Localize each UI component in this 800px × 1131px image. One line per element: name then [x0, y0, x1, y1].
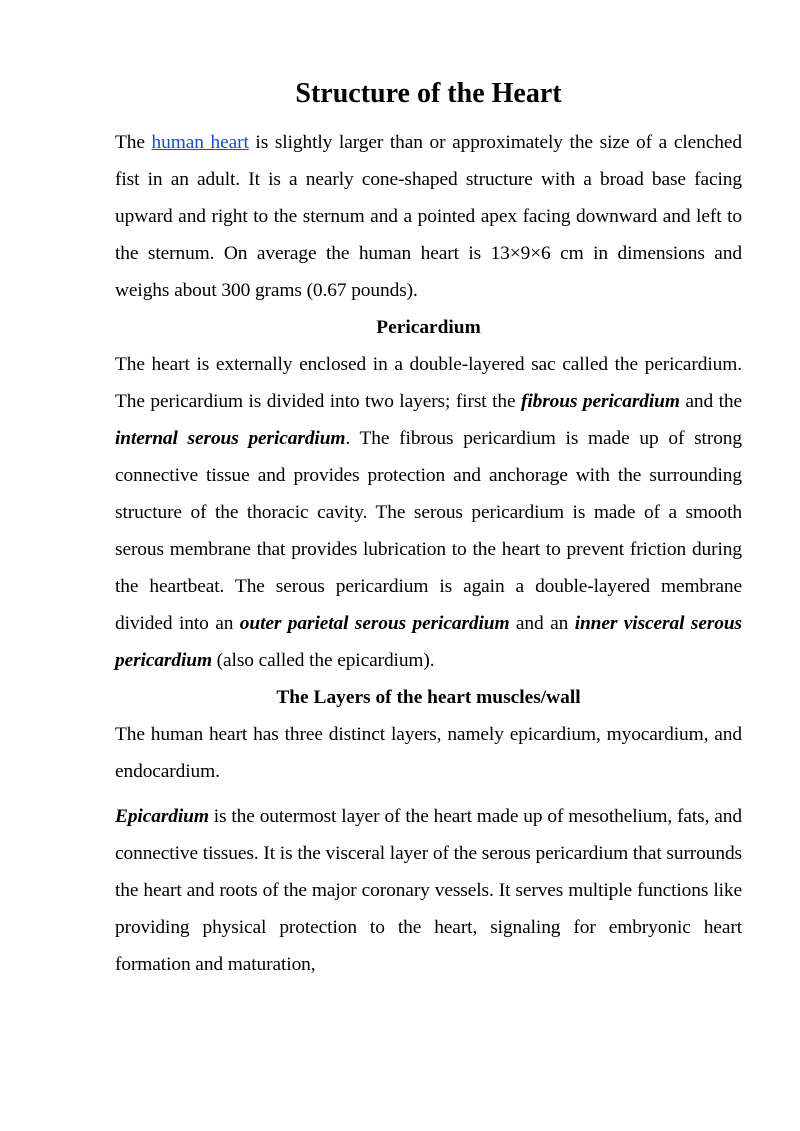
human-heart-link[interactable]: human heart	[151, 132, 249, 153]
epicardium-term: Epicardium	[115, 806, 209, 827]
outer-parietal-term: outer parietal serous pericardium	[239, 613, 510, 634]
pericardium-text-3: . The fibrous pericardium is made up of strong connective tissue and provides protection and anchorage with the surrounding structure of the thoracic cavity. The serous pericardium is made of a smooth serous membrane that provides lubrication to the heart to prevent friction during the heartbeat. The serous pericardium is again a double-layered membrane divided into an	[115, 428, 742, 634]
intro-paragraph	[115, 124, 742, 309]
epicardium-text: is the outermost layer of the heart made up of mesothelium, fats, and connective tissues. It is the visceral layer of the serous pericardium that surrounds the heart and roots of the major coronary vessels. It serves multiple functions like providing physical protection to the heart, signaling for embryonic heart formation and maturation,	[115, 806, 742, 975]
document-page	[115, 76, 742, 983]
pericardium-paragraph	[115, 346, 742, 679]
page-title: Structure of the Heart	[295, 78, 562, 109]
layers-heading: The Layers of the heart muscles/wall	[276, 687, 581, 708]
pericardium-text-4: and an	[509, 613, 575, 634]
pericardium-text-5: (also called the epicardium).	[211, 650, 435, 671]
pericardium-text-2: and the	[679, 391, 742, 412]
fibrous-pericardium-term: fibrous pericardium	[520, 391, 680, 412]
layers-paragraph: The human heart has three distinct layers, namely epicardium, myocardium, and endocardium.	[115, 724, 742, 782]
intro-text-rest: is slightly larger than or approximately the size of a clenched fist in an adult. It is a nearly cone-shaped structure with a broad base facing upward and right to the sternum and a pointed apex facing downward and left to the sternum. On average the human heart is 13×9×6 cm in dimensions and weighs about 300 grams (0.67 pounds).	[115, 132, 742, 301]
intro-text-start: The	[115, 132, 152, 153]
inner-visceral-term: inner visceral serous pericardium	[115, 613, 742, 671]
epicardium-paragraph	[115, 798, 742, 983]
pericardium-heading: Pericardium	[376, 317, 481, 338]
pericardium-text-1: The heart is externally enclosed in a double-layered sac called the pericardium. The pericardium is divided into two layers; first the	[115, 354, 742, 412]
internal-serous-pericardium-term: internal serous pericardium	[115, 428, 346, 449]
